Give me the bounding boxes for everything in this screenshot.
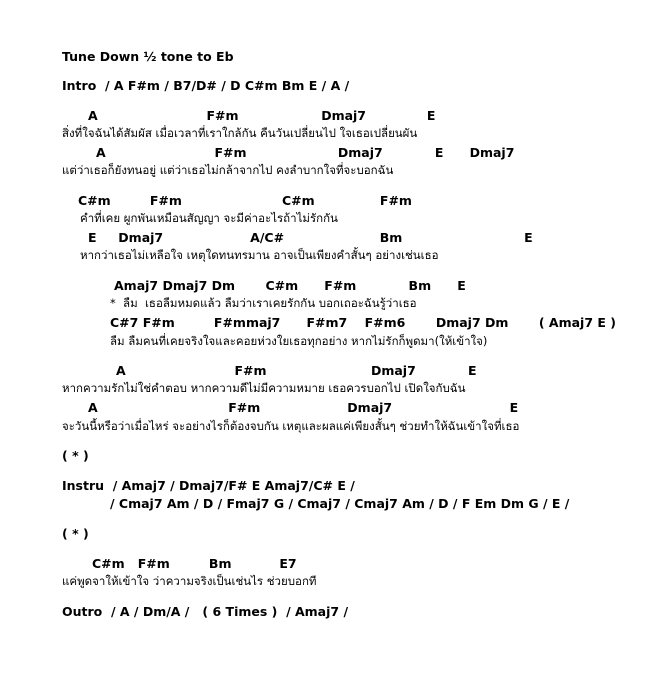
chord-line: A F#m Dmaj7 E <box>88 400 519 415</box>
repeat-marker: ( * ) <box>62 448 89 463</box>
chord-line: A F#m Dmaj7 E <box>116 363 477 378</box>
instru-line: / Cmaj7 Am / D / Fmaj7 G / Cmaj7 / Cmaj7 Am / D / F Em Dm G / E / <box>110 496 570 511</box>
chord-line: E Dmaj7 A/C# Bm E <box>88 230 533 245</box>
lyric-line: หากว่าเธอไม่เหลือใจ เหตุใดทนทรมาน อาจเป็นเพียงคำสั้นๆ อย่างเช่นเธอ <box>80 248 439 262</box>
chord-line: C#m F#m C#m F#m <box>78 193 412 208</box>
lyric-line: ลืม ลืมคนที่เคยจริงใจและคอยห่วงใยเธอทุกอย่าง หากไม่รักก็พูดมา(ให้เข้าใจ) <box>110 334 488 348</box>
chord-line: A F#m Dmaj7 E <box>88 108 436 123</box>
outro-line: Outro / A / Dm/A / ( 6 Times ) / Amaj7 / <box>62 604 349 619</box>
chord-line: C#7 F#m F#mmaj7 F#m7 F#m6 Dmaj7 Dm ( Amaj7 E ) <box>110 315 616 330</box>
lyric-line: หากความรักไม่ใช่คำตอบ หากความดีไม่มีความหมาย เธอควรบอกไป เปิดใจกับฉัน <box>62 381 466 395</box>
chord-line: Amaj7 Dmaj7 Dm C#m F#m Bm E <box>114 278 466 293</box>
lyric-line: จะวันนี้หรือว่าเมื่อไหร่ จะอย่างไรก็ต้องจบกัน เหตุและผลแค่เพียงสั้นๆ ช่วยทำให้ฉันเข้าใจที่เธอ <box>62 419 520 433</box>
tuning-note: Tune Down ½ tone to Eb <box>62 49 234 64</box>
lyric-line: แค่พูดจาให้เข้าใจ ว่าความจริงเป็นเช่นไร ช่วยบอกที <box>62 574 317 588</box>
lyric-line: * ลืม เธอลืมหมดแล้ว ลืมว่าเราเคยรักกัน บอกเถอะฉันรู้ว่าเธอ <box>110 296 417 310</box>
lyric-line: สิ่งที่ใจฉันได้สัมผัส เมื่อเวลาที่เราใกล้กัน คืนวันเปลี่ยนไป ใจเธอเปลี่ยนผัน <box>62 126 418 140</box>
instru-line: Instru / Amaj7 / Dmaj7/F# E Amaj7/C# E / <box>62 478 355 493</box>
intro-line: Intro / A F#m / B7/D# / D C#m Bm E / A / <box>62 78 350 93</box>
repeat-marker: ( * ) <box>62 526 89 541</box>
chord-line: C#m F#m Bm E7 <box>92 556 297 571</box>
lyric-line: คำที่เคย ผูกพันเหมือนสัญญา จะมีค่าอะไรถ้าไม่รักกัน <box>80 211 338 225</box>
lyric-line: แต่ว่าเธอก็ยังทนอยู่ แต่ว่าเธอไม่กล้าจากไป คงลำบากใจที่จะบอกฉัน <box>62 163 394 177</box>
chord-line: A F#m Dmaj7 E Dmaj7 <box>96 145 515 160</box>
